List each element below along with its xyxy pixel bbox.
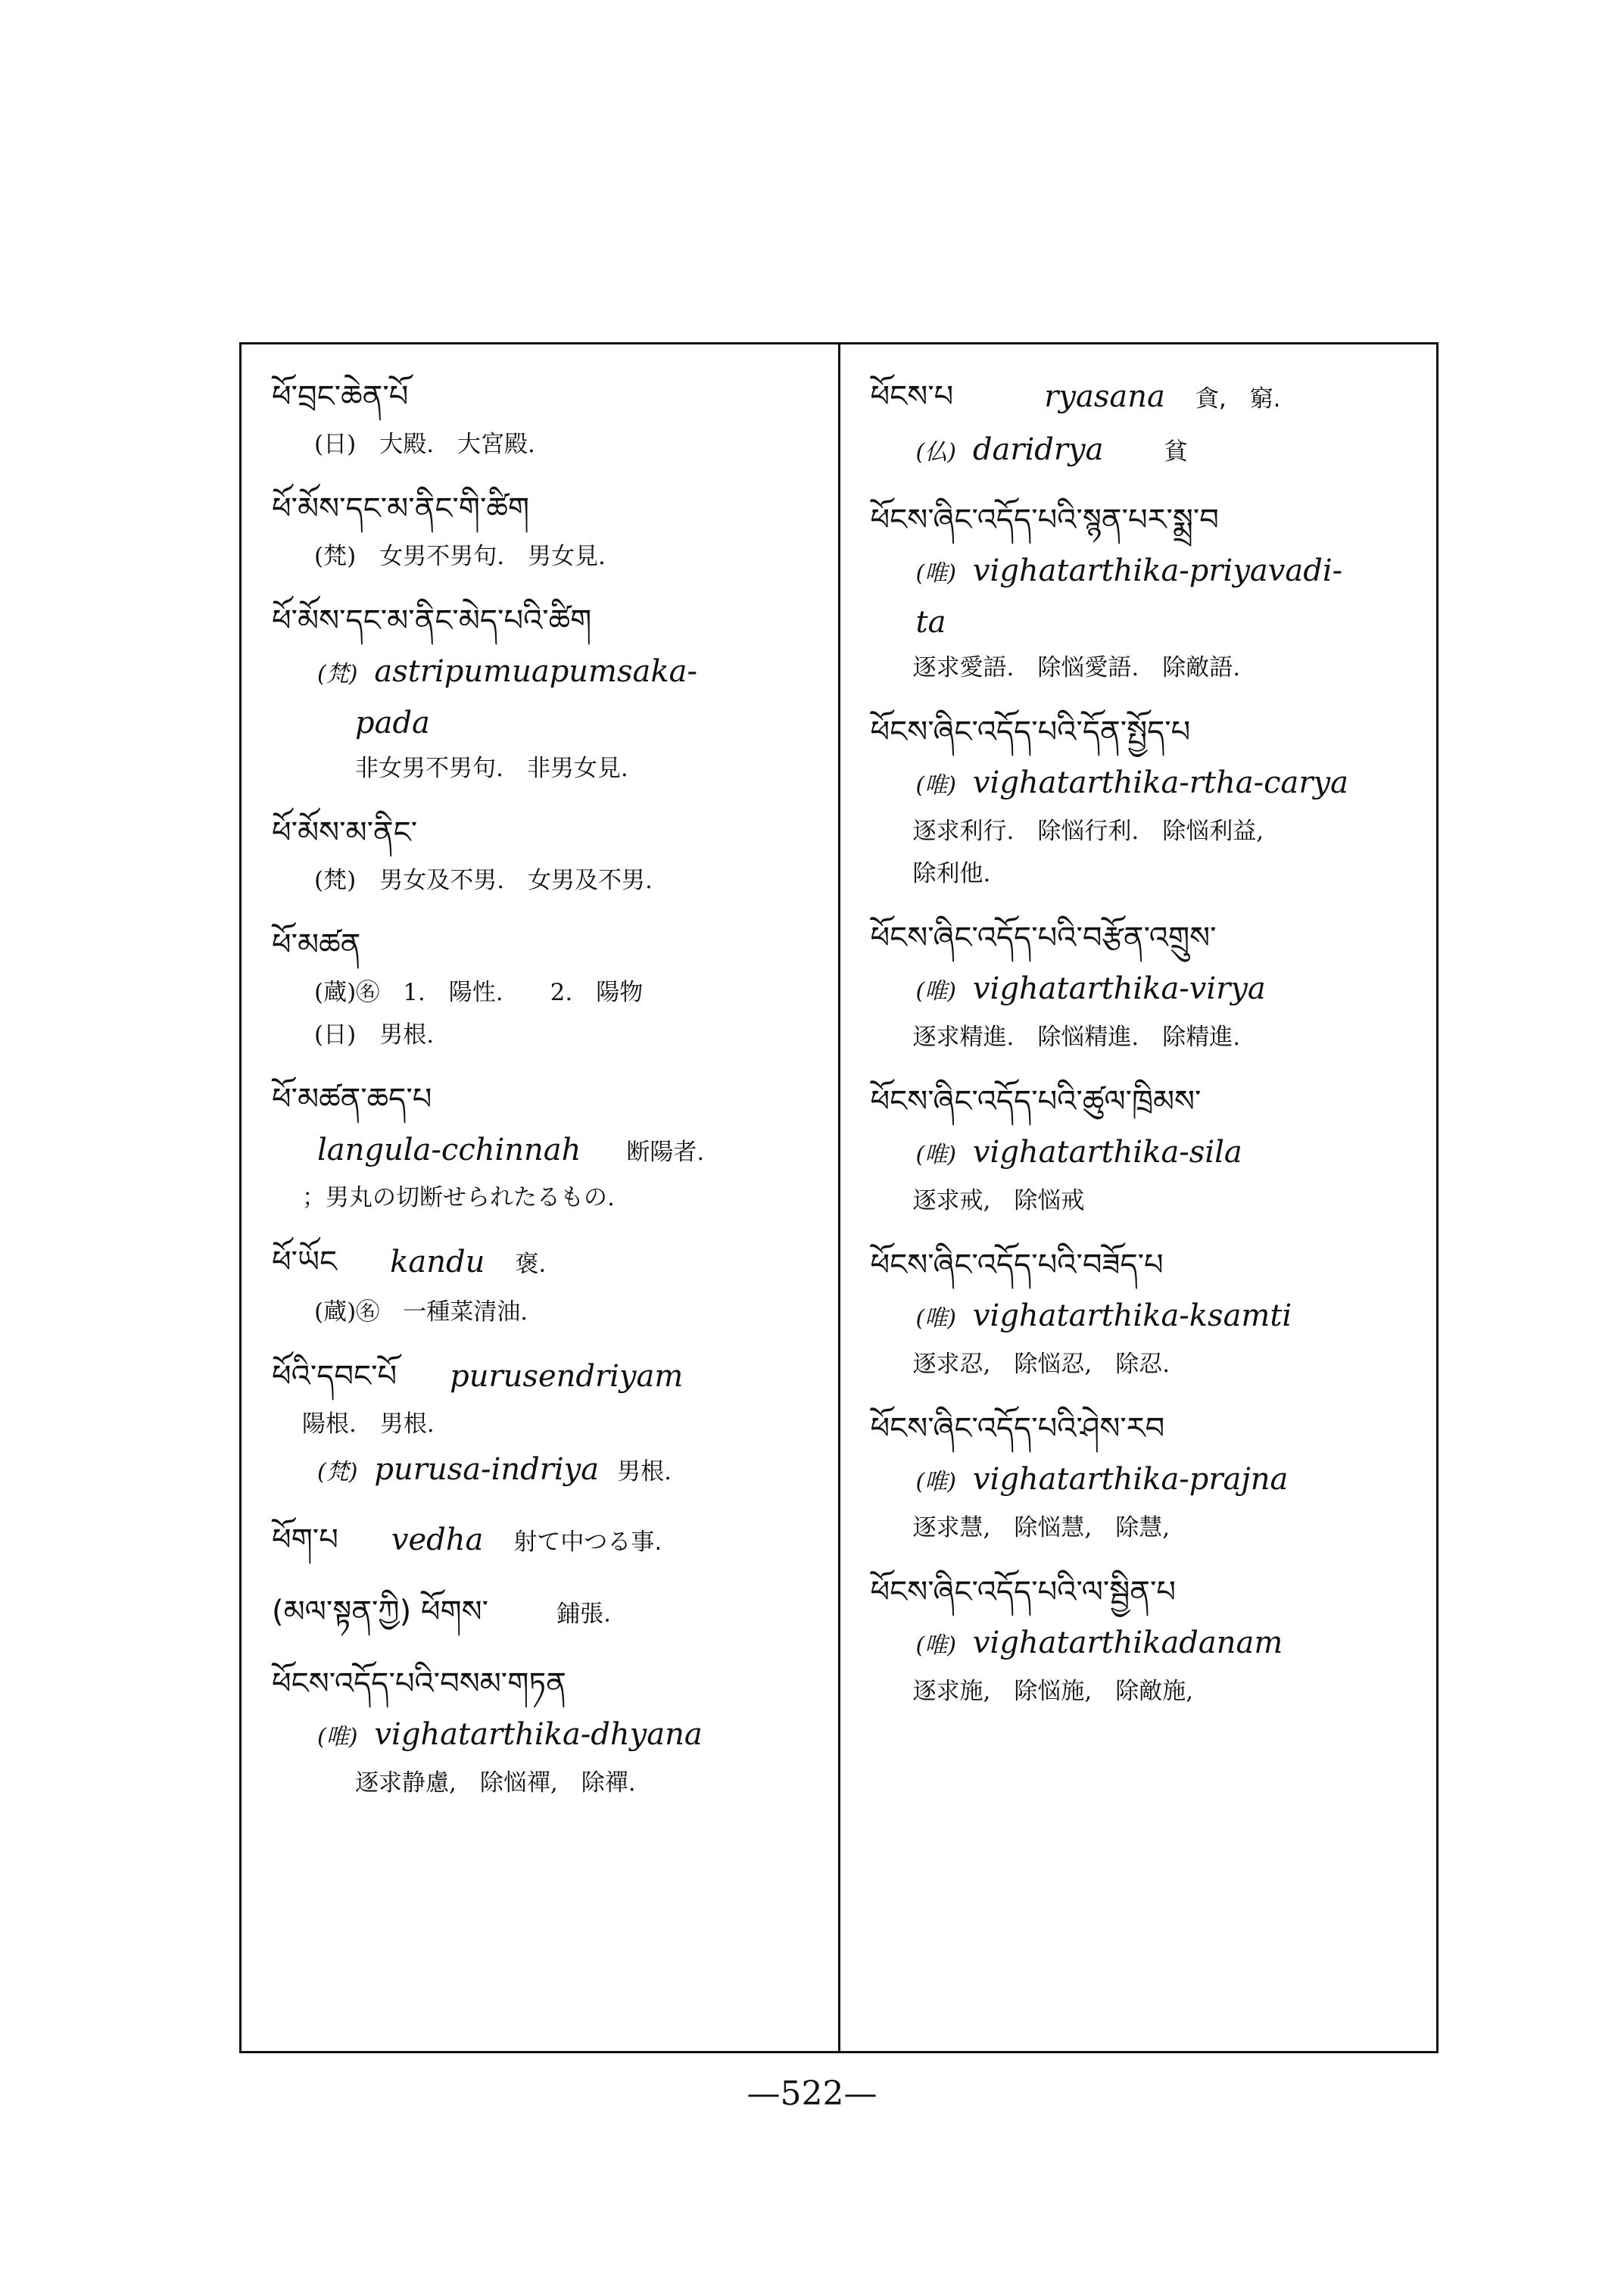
tibetan-headword: ཕོངས་ཞིང་འདོད་པའི་ལ་སྦྱིན་པ — [870, 1575, 1177, 1610]
definition: 逐求戒, 除悩戒 — [912, 1187, 1085, 1214]
source-tag: (唯) — [915, 1632, 956, 1659]
sanskrit-term-cont: pada — [355, 706, 430, 740]
entry — [871, 912, 1414, 1058]
tibetan-headword: ཕོ་མོས་མ་ནིང་ — [272, 815, 418, 850]
sanskrit-text: langula-cchinnah — [317, 1133, 581, 1167]
entry — [272, 1657, 815, 1804]
sanskrit-term-cont: ta — [915, 605, 946, 640]
sanskrit-text: daridrya — [972, 432, 1104, 467]
source-tag: (唯) — [915, 1305, 956, 1332]
sanskrit-term — [916, 1619, 1414, 1670]
japanese-gloss: 鋪張. — [556, 1601, 611, 1628]
definition: (日) 大殿. 大宮殿. — [314, 431, 535, 458]
definition: 逐求静慮, 除悩禪, 除禪. — [355, 1769, 636, 1797]
sanskrit-text: vighatarthika-dhyana — [374, 1717, 703, 1752]
definition: 逐求愛語. 除悩愛語. 除敵語. — [912, 654, 1241, 681]
sanskrit-text: purusendriyam — [450, 1359, 684, 1394]
entry — [272, 918, 815, 1056]
definition: (蔵)㊔ 1. 陽性. 2. 陽物 — [314, 979, 644, 1006]
entry — [272, 1513, 815, 1569]
entry — [272, 370, 815, 466]
definition: 逐求忍, 除悩忍, 除忍. — [912, 1351, 1170, 1378]
source-tag: (梵) — [317, 1459, 358, 1485]
tibetan-text: ཕོ་ཡོང — [272, 1245, 338, 1279]
source-tag: (梵) — [317, 661, 358, 687]
definition: 逐求利行. 除悩行利. 除悩利益, — [912, 818, 1264, 845]
sanskrit-term — [916, 547, 1414, 598]
sanskrit-text: astripumuapumsaka- — [374, 654, 697, 689]
sanskrit-term — [916, 1455, 1414, 1507]
page-number: —522— — [747, 2074, 877, 2113]
tibetan-headword: ཕོ་མོས་དང་མ་ནིང་གི་ཚིག — [272, 491, 529, 526]
definition: ；男丸の切断せられたるもの. — [302, 1184, 615, 1211]
sanskrit-term — [916, 1128, 1414, 1180]
japanese-gloss: 貧 — [1164, 438, 1188, 466]
source-tag: (仏) — [915, 439, 956, 466]
definition: (梵) 女男不男句. 男女見. — [314, 543, 606, 570]
entry — [272, 482, 815, 578]
tibetan-headword: ཕོ་བྲང་ཆེན་པོ — [272, 379, 409, 414]
tibetan-headword: ཕོངས་ཞིང་འདོད་པའི་སྙན་པར་སྨྲ་བ — [870, 503, 1219, 538]
definition: (梵) 男女及不男. 女男及不男. — [314, 867, 653, 894]
tibetan-headword: ཕོངས་ཞིང་འདོད་པའི་ཤེས་རབ — [870, 1411, 1165, 1446]
tibetan-headword — [272, 1350, 815, 1403]
sanskrit-term — [317, 1710, 815, 1762]
source-tag: (唯) — [915, 560, 956, 587]
source-tag: (唯) — [915, 978, 956, 1005]
source-tag: (唯) — [317, 1724, 358, 1750]
right-column — [840, 344, 1437, 2051]
source-tag: (唯) — [915, 1142, 956, 1168]
tibetan-headword: ཕོ་མོས་དང་མ་ནིང་མེད་པའི་ཚིག — [272, 603, 592, 638]
sanskrit-text: vighatarthika-prajna — [972, 1462, 1289, 1497]
entry — [272, 1585, 815, 1641]
definition: 除利他. — [912, 860, 991, 887]
tibetan-headword — [871, 370, 1414, 425]
entry — [871, 1075, 1414, 1222]
source-tag: (唯) — [915, 772, 956, 799]
sanskrit-text: vighatarthika-priyavadi- — [972, 553, 1343, 588]
sanskrit-term — [317, 1126, 815, 1177]
entry — [272, 1073, 815, 1219]
japanese-gloss: 褒. — [515, 1251, 547, 1278]
source-tag: (唯) — [915, 1469, 956, 1495]
tibetan-headword — [272, 1513, 815, 1569]
japanese-gloss: 射て中つる事. — [513, 1529, 662, 1556]
japanese-gloss: 断陽者. — [626, 1139, 705, 1166]
sanskrit-text: vighatarthika-rtha-carya — [972, 765, 1348, 800]
dictionary-frame — [239, 342, 1439, 2053]
definition: (日) 男根. — [314, 1021, 435, 1049]
entry — [871, 1566, 1414, 1713]
sanskrit-text: kandu — [390, 1245, 485, 1279]
tibetan-headword — [272, 1236, 815, 1291]
sanskrit-text: vighatarthika-ksamti — [972, 1298, 1292, 1333]
entry — [272, 806, 815, 902]
sanskrit-term — [317, 647, 815, 699]
sanskrit-text: vighatarthikadanam — [972, 1625, 1283, 1660]
sanskrit-term — [916, 965, 1414, 1016]
tibetan-headword: ཕོངས་འདོད་པའི་བསམ་གཏན — [272, 1666, 566, 1701]
tibetan-text: ཕོའི་དབང་པོ — [272, 1359, 397, 1394]
definition: 非女男不男句. 非男女見. — [355, 755, 628, 782]
tibetan-headword: ཕོ་མཚན་ཆད་པ — [272, 1082, 432, 1117]
sanskrit-text: vighatarthika-sila — [972, 1135, 1242, 1170]
entry — [871, 706, 1414, 895]
tibetan-headword: ཕོངས་ཞིང་འདོད་པའི་བརྩོན་འགྲུས་ — [870, 921, 1217, 955]
entry — [272, 1236, 815, 1333]
definition: 逐求慧, 除悩慧, 除慧, — [912, 1514, 1170, 1541]
sanskrit-term — [916, 1292, 1414, 1343]
sanskrit-term — [916, 759, 1414, 810]
sanskrit-text: purusa-indriya — [374, 1452, 600, 1487]
definition: 陽根. 男根. — [302, 1410, 435, 1438]
tibetan-text: ཕོངས་པ — [870, 379, 954, 414]
tibetan-headword: ཕོངས་ཞིང་འདོད་པའི་ཚུལ་ཁྲིམས་ — [870, 1084, 1202, 1119]
sanskrit-term — [317, 1445, 815, 1497]
definition: (蔵)㊔ 一種菜清油. — [314, 1298, 528, 1326]
tibetan-text: (མལ་སྟན་ཀྱི) ཕོགས་ — [272, 1594, 489, 1629]
sanskrit-text: vedha — [391, 1523, 484, 1557]
definition: 逐求精進. 除悩精進. 除精進. — [912, 1024, 1241, 1051]
entry — [272, 594, 815, 790]
japanese-gloss: 男根. — [617, 1458, 672, 1485]
definition: 逐求施, 除悩施, 除敵施, — [912, 1678, 1194, 1705]
entry — [871, 1239, 1414, 1385]
left-column — [242, 344, 840, 2051]
tibetan-headword: ཕོ་མཚན — [272, 927, 361, 962]
entry — [871, 494, 1414, 689]
entry — [871, 370, 1414, 477]
tibetan-headword: ཕོངས་ཞིང་འདོད་པའི་བཟོད་པ — [870, 1248, 1164, 1283]
entry — [272, 1350, 815, 1497]
japanese-gloss: 貪, 窮. — [1195, 385, 1281, 413]
tibetan-headword: ཕོངས་ཞིང་འདོད་པའི་དོན་སྤྱོད་པ — [870, 715, 1191, 750]
sanskrit-text: vighatarthika-virya — [972, 971, 1266, 1006]
tibetan-headword — [272, 1585, 815, 1641]
entry — [871, 1402, 1414, 1549]
tibetan-text: ཕོག་པ — [272, 1523, 338, 1557]
sanskrit-text: ryasana — [1044, 379, 1165, 414]
sanskrit-term — [916, 425, 1414, 477]
